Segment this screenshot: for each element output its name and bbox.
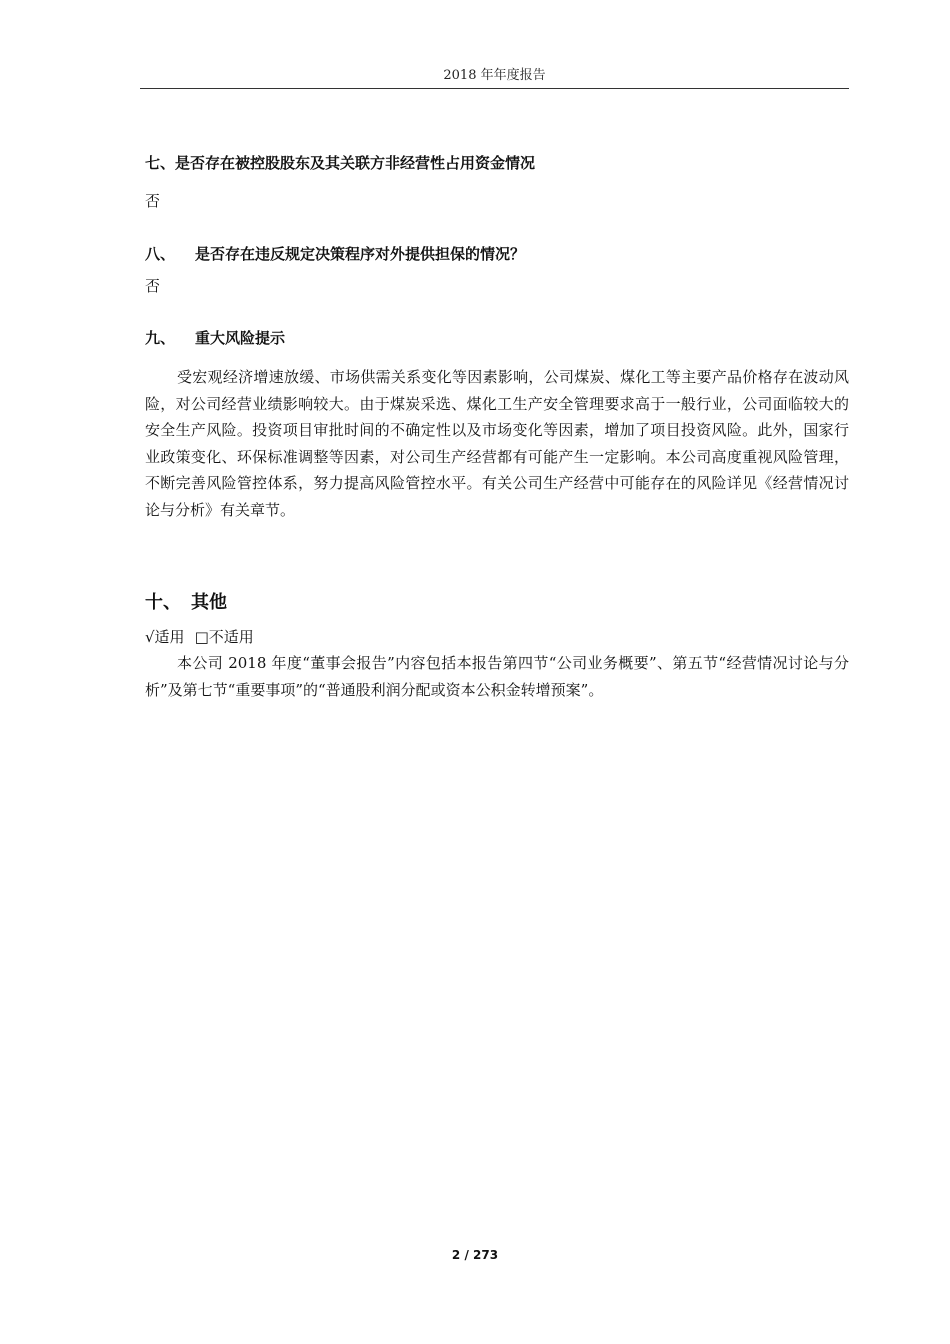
section-seven-answer: 否 [145, 192, 161, 210]
section-nine-heading [145, 327, 285, 348]
section-seven-title: 是否存在被控股股东及其关联方非经营性占用资金情况 [175, 154, 536, 172]
page-number: 2 / 273 [451, 1248, 499, 1262]
section-nine-body: 受宏观经济增速放缓、市场供需关系变化等因素影响，公司煤炭、煤化工等主要产品价格存在波动风险，对公司经营业绩影响较大。由于煤炭采选、煤化工生产安全管理要求高于一般行业，公司面临较大的安全生产风险。投资项目审批时间的不确定性以及市场变化等因素，增加了项目投资风险。此外，国家行业政策变化、环保标准调整等因素，对公司生产经营都有可能产生一定影响。本公司高度重视风险管理，不断完善风险管控体系，努力提高风险管控水平。有关公司生产经营中可能存在的风险详见《经营情况讨论与分析》有关章节。 [145, 368, 849, 519]
section-eight-number: 八、 [145, 245, 176, 263]
section-nine-number: 九、 [145, 329, 176, 347]
section-ten-number: 十、 [145, 592, 181, 613]
section-eight-heading [145, 243, 525, 264]
header-divider [140, 88, 849, 89]
section-nine-title: 重大风险提示 [195, 329, 286, 347]
section-ten-heading [145, 588, 227, 614]
section-seven-heading [145, 152, 535, 173]
section-ten-body: 本公司 2018 年度“董事会报告”内容包括本报告第四节“公司业务概要”、第五节“经营情况讨论与分析”及第七节“重要事项”的“普通股利润分配或资本公积金转增预案”。 [145, 654, 849, 699]
applicable-checked: √适用 [145, 628, 185, 646]
section-eight-title: 是否存在违反规定决策程序对外提供担保的情况？ [195, 245, 526, 263]
not-applicable-unchecked: □不适用 [194, 628, 254, 646]
section-seven-number: 七、 [145, 154, 176, 172]
section-ten-title: 其他 [191, 592, 227, 613]
page-header: 2018 年年度报告 [443, 68, 546, 83]
applicability-options [145, 626, 264, 647]
section-eight-answer: 否 [145, 277, 161, 295]
